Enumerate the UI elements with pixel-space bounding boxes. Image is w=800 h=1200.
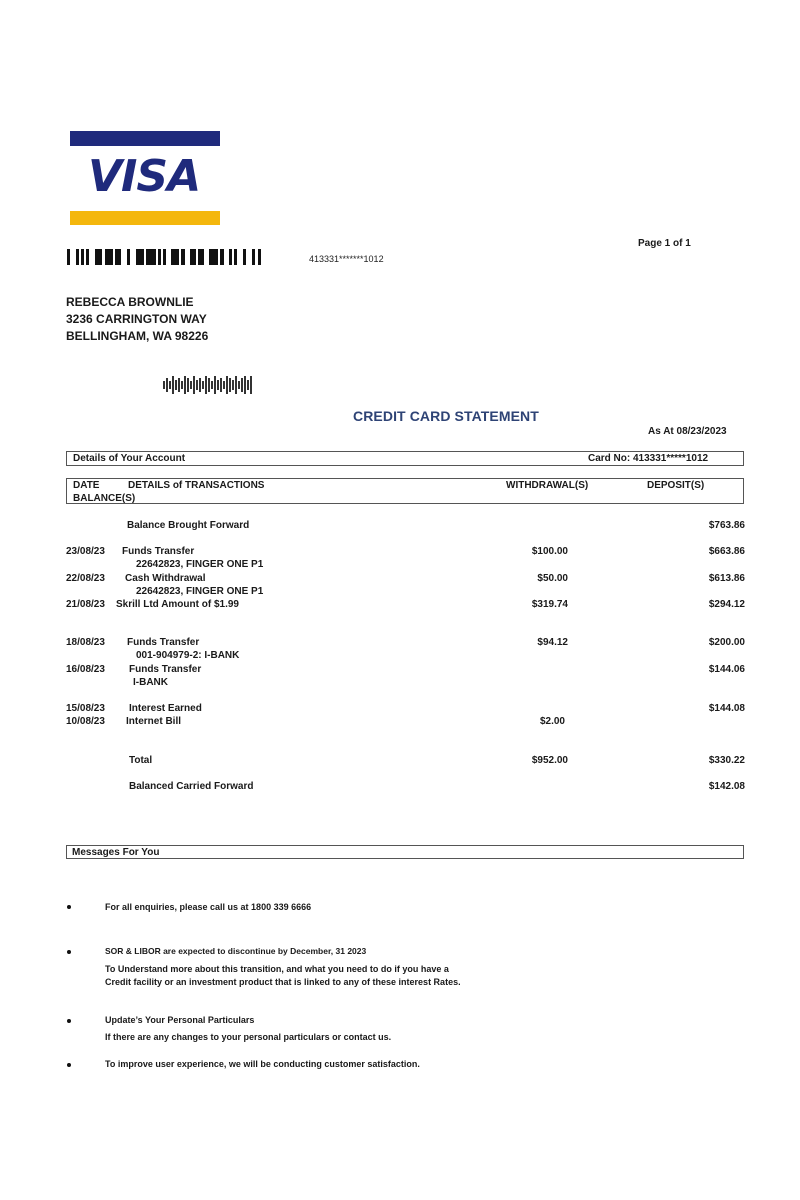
visa-logo xyxy=(70,131,220,226)
recipient-address xyxy=(66,294,208,345)
balance-brought-forward-amount: $763.86 xyxy=(708,520,745,531)
total-withdrawal: $952.00 xyxy=(531,755,568,766)
row-sub-details: I-BANK xyxy=(133,677,168,688)
recipient-street: 3236 CARRINGTON WAY xyxy=(66,312,207,326)
postal-barcode-icon xyxy=(163,374,278,396)
row-withdrawal: $50.00 xyxy=(537,573,568,584)
barcode-number: 413331*******1012 xyxy=(309,254,384,264)
account-details-label: Details of Your Account xyxy=(73,453,186,464)
account-details-box xyxy=(66,451,744,466)
row-balance: $663.86 xyxy=(708,546,745,557)
page-number: Page 1 of 1 xyxy=(638,238,691,249)
statement-title: CREDIT CARD STATEMENT xyxy=(353,408,539,424)
bullet-icon xyxy=(67,950,71,954)
row-details: Funds Transfer xyxy=(129,664,202,675)
balance-brought-forward-label: Balance Brought Forward xyxy=(127,520,250,531)
total-label: Total xyxy=(129,755,153,766)
carried-forward-label: Balanced Carried Forward xyxy=(129,781,254,792)
row-withdrawal: $94.12 xyxy=(537,637,568,648)
carried-forward-amount: $142.08 xyxy=(708,781,745,792)
messages-box xyxy=(66,845,744,859)
row-date: 15/08/23 xyxy=(66,703,105,714)
message-body: If there are any changes to your personal particulars or contact us. xyxy=(105,1032,392,1042)
row-balance: $200.00 xyxy=(708,637,745,648)
row-withdrawal: $100.00 xyxy=(531,546,568,557)
col-balance: BALANCE(S) xyxy=(73,493,136,504)
row-sub-details: 001-904979-2: I-BANK xyxy=(136,650,240,661)
message-heading: Update’s Your Personal Particulars xyxy=(105,1015,255,1025)
bullet-icon xyxy=(67,905,71,909)
row-date: 10/08/23 xyxy=(66,716,105,727)
col-details: DETAILS of TRANSACTIONS xyxy=(128,480,265,491)
message-body: To Understand more about this transition, and what you need to do if you have a Credit facility or an investment product that is linked to any of these interest Rates. xyxy=(105,964,461,987)
card-number: Card No: 413331*****1012 xyxy=(588,453,709,464)
row-details: Funds Transfer xyxy=(127,637,200,648)
row-date: 16/08/23 xyxy=(66,664,105,675)
total-balance: $330.22 xyxy=(708,755,745,766)
row-sub-details: 22642823, FINGER ONE P1 xyxy=(136,559,264,570)
row-date: 18/08/23 xyxy=(66,637,105,648)
logo-top-bar xyxy=(70,131,220,146)
row-balance: $144.06 xyxy=(708,664,745,675)
barcode-icon xyxy=(67,249,261,265)
bullet-icon xyxy=(67,1019,71,1023)
message-heading: To improve user experience, we will be conducting customer satisfaction. xyxy=(105,1059,420,1069)
message-heading: For all enquiries, please call us at 1800 339 6666 xyxy=(105,902,312,912)
col-date: DATE xyxy=(73,480,100,491)
statement-date: As At 08/23/2023 xyxy=(648,426,727,437)
row-withdrawal: $319.74 xyxy=(531,599,568,610)
logo-bottom-bar xyxy=(70,211,220,225)
row-details: Cash Withdrawal xyxy=(125,573,206,584)
row-date: 21/08/23 xyxy=(66,599,105,610)
row-sub-details: 22642823, FINGER ONE P1 xyxy=(136,586,264,597)
visa-wordmark: VISA xyxy=(88,151,201,202)
transactions-header xyxy=(66,478,744,504)
row-withdrawal: $2.00 xyxy=(539,716,565,727)
row-date: 23/08/23 xyxy=(66,546,105,557)
row-details: Funds Transfer xyxy=(122,546,195,557)
bullet-icon xyxy=(67,1063,71,1067)
row-balance: $613.86 xyxy=(708,573,745,584)
row-details: Interest Earned xyxy=(129,703,202,714)
col-deposits: DEPOSIT(S) xyxy=(647,480,705,491)
row-balance: $144.08 xyxy=(708,703,745,714)
row-details: Skrill Ltd Amount of $1.99 xyxy=(116,599,239,610)
message-heading: SOR & LIBOR are expected to discontinue by December, 31 2023 xyxy=(105,946,367,956)
recipient-city: BELLINGHAM, WA 98226 xyxy=(66,329,209,343)
messages-label: Messages For You xyxy=(72,847,160,858)
row-details: Internet Bill xyxy=(126,716,182,727)
recipient-name: REBECCA BROWNLIE xyxy=(66,295,194,309)
row-date: 22/08/23 xyxy=(66,573,105,584)
row-balance: $294.12 xyxy=(708,599,745,610)
col-withdrawals: WITHDRAWAL(S) xyxy=(506,480,589,491)
